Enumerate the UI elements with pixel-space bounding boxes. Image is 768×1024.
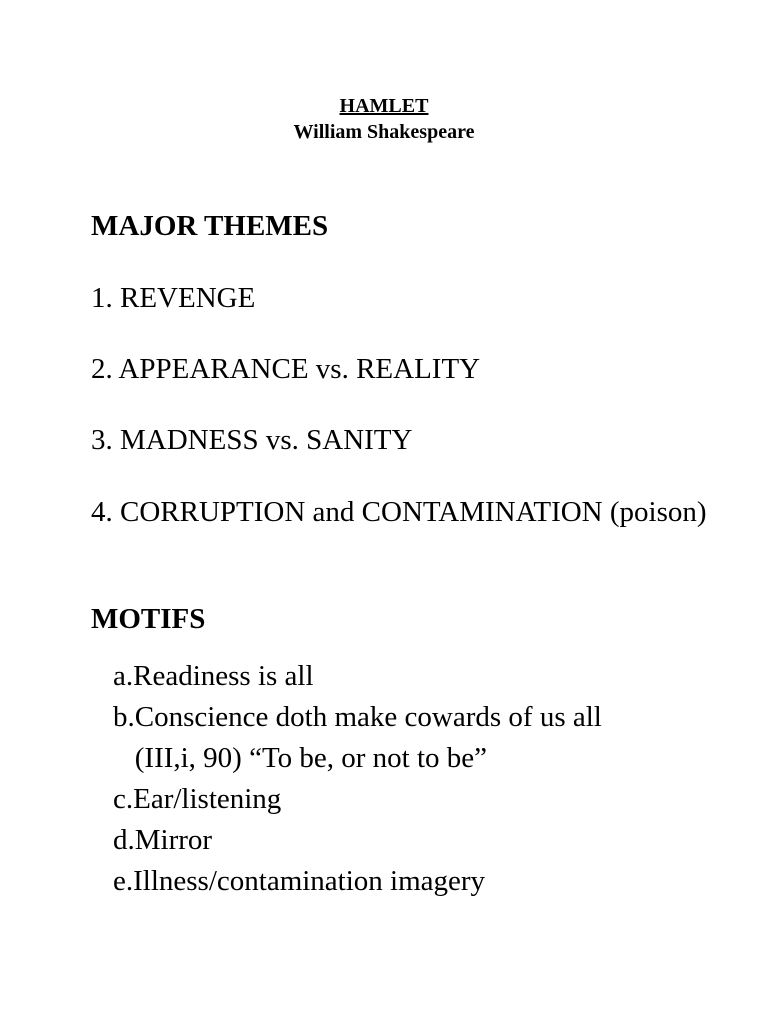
motif-item-conscience — [113, 697, 733, 779]
motif-text: Illness/contamination imagery — [133, 865, 486, 897]
motif-text: Readiness is all — [133, 660, 314, 692]
motif-text: Ear/listening — [133, 783, 282, 815]
motifs-heading: MOTIFS — [91, 603, 206, 635]
theme-item-appearance-reality: 2. APPEARANCE vs. REALITY — [91, 353, 481, 385]
motifs-list — [113, 656, 733, 902]
motif-item-mirror — [113, 820, 733, 861]
theme-item-corruption: 4. CORRUPTION and CONTAMINATION (poison) — [91, 496, 707, 528]
motif-text: Conscience doth make cowards of us all — [134, 701, 602, 733]
theme-item-madness-sanity: 3. MADNESS vs. SANITY — [91, 424, 413, 456]
document-title: HAMLET — [339, 95, 429, 117]
motif-item-readiness — [113, 656, 733, 697]
motif-item-illness — [113, 861, 733, 902]
document-author: William Shakespeare — [293, 121, 475, 143]
motif-item-ear-listening — [113, 779, 733, 820]
motif-marker: b. — [113, 701, 135, 733]
motif-marker: a. — [113, 660, 134, 692]
motif-text-block — [135, 697, 733, 779]
motif-marker: d. — [113, 824, 135, 856]
motif-marker: e. — [113, 865, 134, 897]
major-themes-heading: MAJOR THEMES — [91, 210, 329, 242]
theme-item-revenge: 1. REVENGE — [91, 282, 256, 314]
motif-marker: c. — [113, 783, 134, 815]
motif-text: Mirror — [134, 824, 213, 856]
motif-citation: (III,i, 90) “To be, or not to be” — [134, 742, 488, 774]
document-header — [0, 93, 768, 145]
